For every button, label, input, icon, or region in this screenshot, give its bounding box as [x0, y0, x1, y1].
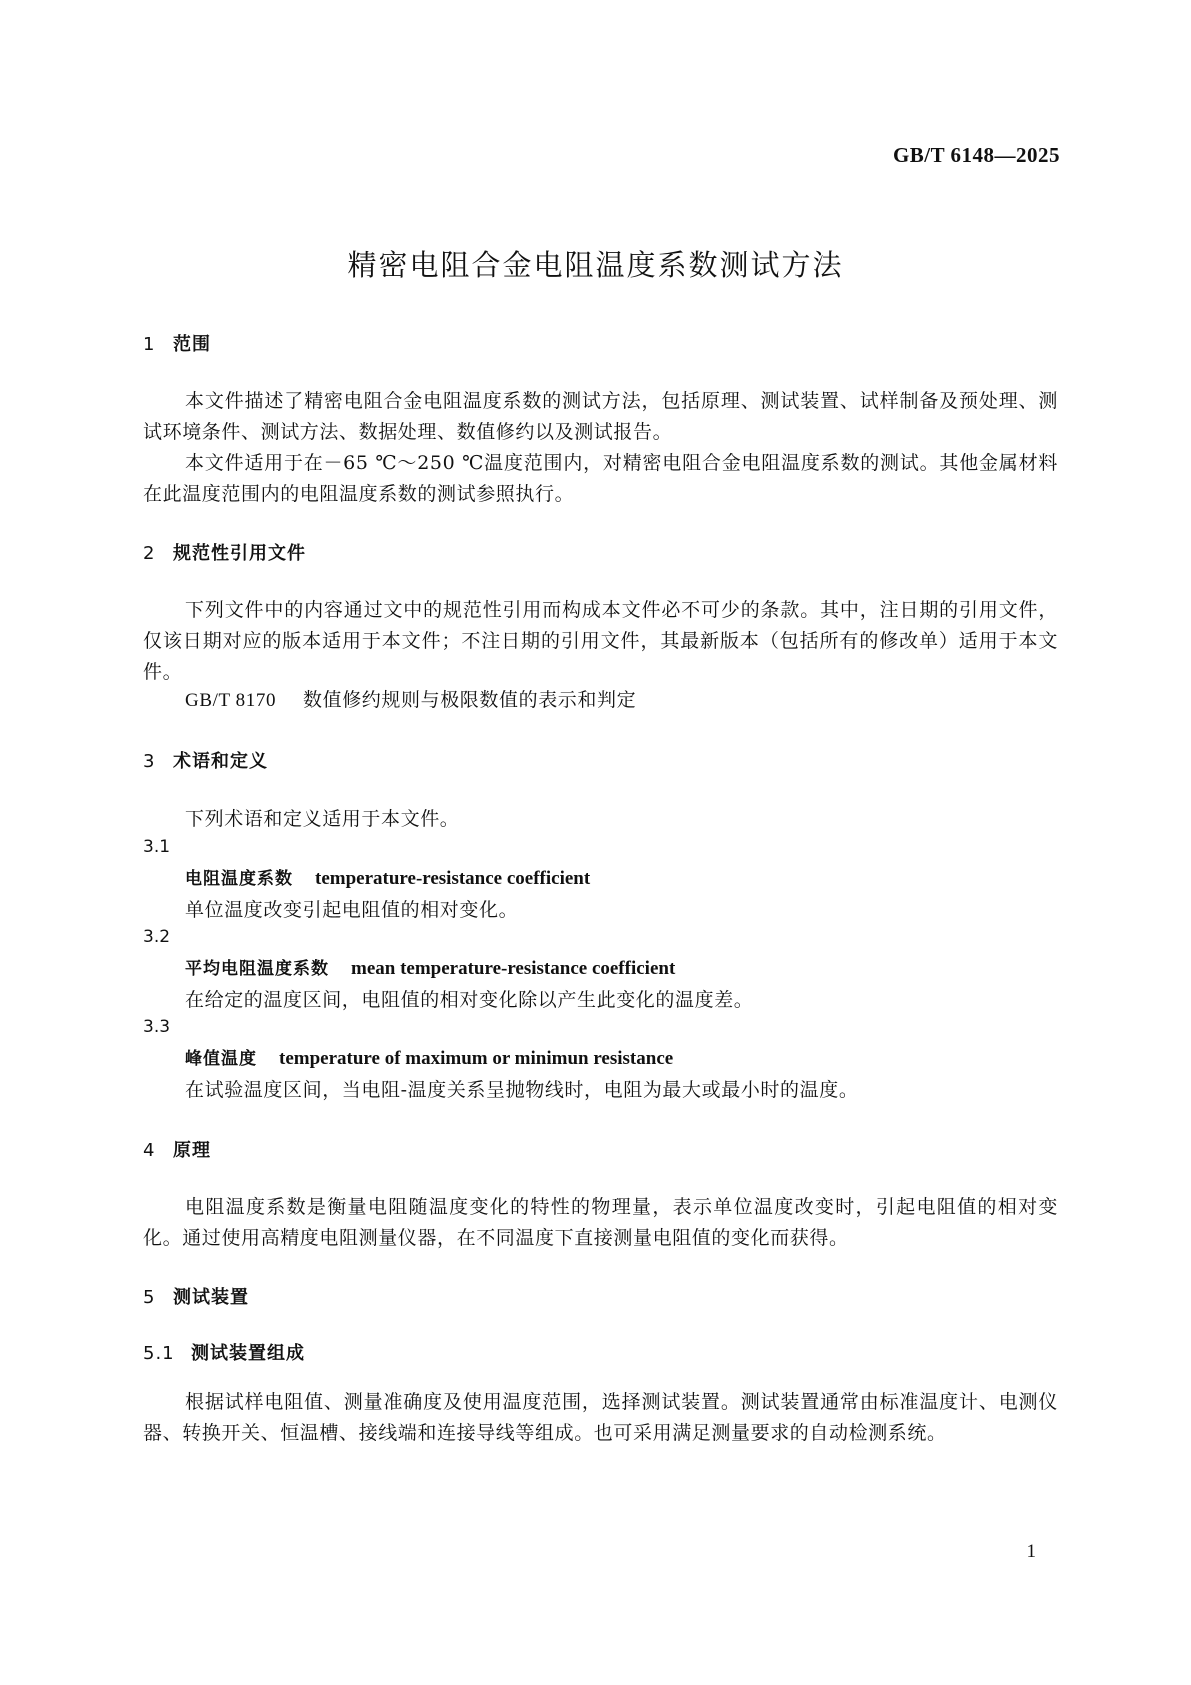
reference-code: GB/T 8170: [185, 690, 277, 711]
section-1-paragraph-2: 本文件适用于在－65 ℃～250 ℃温度范围内，对精密电阻合金电阻温度系数的测试。其他金属材料在此温度范围内的电阻温度系数的测试参照执行。: [143, 452, 1058, 505]
section-title: 范围: [173, 334, 211, 355]
term-number: 3.3: [143, 1017, 171, 1037]
section-title: 术语和定义: [173, 751, 268, 772]
section-1-paragraph-1: 本文件描述了精密电阻合金电阻温度系数的测试方法，包括原理、测试装置、试样制备及预处理、测试环境条件、测试方法、数据处理、数值修约以及测试报告。: [143, 390, 1058, 443]
term-english: mean temperature-resistance coefficient: [351, 958, 676, 979]
term-heading: [185, 864, 590, 890]
section-number: 5: [143, 1287, 156, 1308]
section-3-heading: [143, 747, 268, 773]
term-number: 3.2: [143, 927, 171, 947]
term-heading: [185, 954, 675, 980]
document-title: 精密电阻合金电阻温度系数测试方法: [347, 248, 844, 282]
section-title: 规范性引用文件: [173, 543, 306, 564]
reference-title: 数值修约规则与极限数值的表示和判定: [303, 689, 637, 711]
term-definition: 在试验温度区间，当电阻-温度关系呈抛物线时，电阻为最大或最小时的温度。: [185, 1079, 859, 1101]
section-2-heading: [143, 539, 306, 565]
section-4-heading: [143, 1136, 211, 1162]
term-definition: 单位温度改变引起电阻值的相对变化。: [185, 899, 519, 921]
term-number: 3.1: [143, 837, 171, 857]
normative-reference: [185, 685, 636, 712]
section-title: 原理: [173, 1140, 211, 1161]
standard-code: GB/T 6148—2025: [892, 143, 1060, 167]
section-title: 测试装置: [173, 1287, 249, 1308]
page-number: 1: [1026, 1541, 1036, 1562]
section-3-intro: 下列术语和定义适用于本文件。: [185, 808, 460, 830]
section-number: 2: [143, 543, 156, 564]
term-english: temperature-resistance coefficient: [315, 868, 591, 889]
section-5-1-paragraph-1: 根据试样电阻值、测量准确度及使用温度范围，选择测试装置。测试装置通常由标准温度计、电测仪器、转换开关、恒温槽、接线端和连接导线等组成。也可采用满足测量要求的自动检测系统。: [143, 1391, 1058, 1444]
section-number: 4: [143, 1140, 156, 1161]
term-chinese: 电阻温度系数: [185, 869, 293, 889]
section-5-heading: [143, 1283, 249, 1309]
subsection-title: 测试装置组成: [191, 1343, 305, 1364]
term-english: temperature of maximum or minimun resistance: [279, 1048, 674, 1069]
section-number: 3: [143, 751, 156, 772]
term-chinese: 平均电阻温度系数: [185, 959, 329, 979]
subsection-number: 5.1: [143, 1343, 175, 1364]
section-4-paragraph-1: 电阻温度系数是衡量电阻随温度变化的特性的物理量，表示单位温度改变时，引起电阻值的相对变化。通过使用高精度电阻测量仪器，在不同温度下直接测量电阻值的变化而获得。: [143, 1196, 1058, 1249]
term-chinese: 峰值温度: [185, 1049, 257, 1069]
section-number: 1: [143, 334, 156, 355]
section-1-heading: [143, 330, 211, 356]
term-definition: 在给定的温度区间，电阻值的相对变化除以产生此变化的温度差。: [185, 989, 754, 1011]
term-heading: [185, 1044, 673, 1070]
section-5-1-heading: [143, 1339, 305, 1365]
section-2-paragraph-1: 下列文件中的内容通过文中的规范性引用而构成本文件必不可少的条款。其中，注日期的引用文件，仅该日期对应的版本适用于本文件；不注日期的引用文件，其最新版本（包括所有的修改单）适用于本文件。: [143, 599, 1058, 683]
